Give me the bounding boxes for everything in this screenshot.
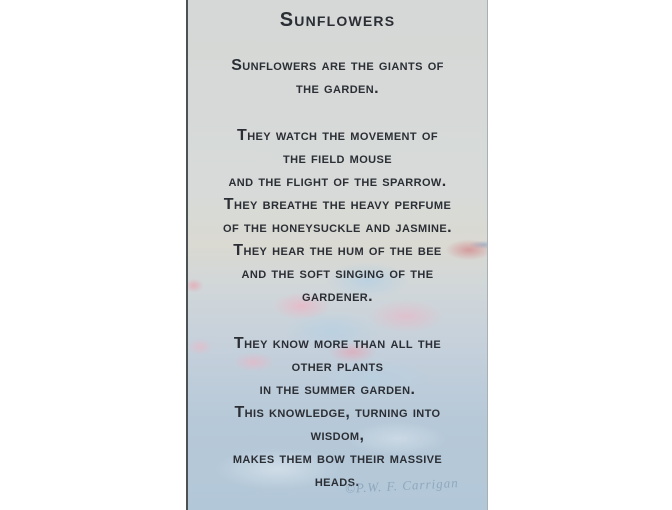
- poem-stanza: [188, 54, 487, 100]
- poem-line: They hear the hum of the bee: [233, 242, 442, 259]
- poem-line: the field mouse: [282, 150, 392, 167]
- poem-line: of the honeysuckle and jasmine.: [223, 219, 452, 236]
- poem-line: They know more than all the: [233, 335, 442, 352]
- poem-stanza: [188, 332, 487, 493]
- poem-stanza: [188, 124, 487, 308]
- poem-line: in the summer garden.: [259, 381, 416, 398]
- poem-body: [188, 54, 487, 493]
- poem-line: This knowledge, turning into: [234, 404, 441, 421]
- poem-line: and the soft singing of the: [241, 265, 434, 282]
- poem-line: the garden.: [296, 80, 379, 97]
- poem-line: and the flight of the sparrow.: [228, 173, 447, 190]
- artist-signature: ©P.W. F. Carrigan: [344, 475, 460, 496]
- poem-line: other plants: [291, 358, 384, 375]
- poem-title: Sunflowers: [279, 9, 396, 31]
- poem-line: Sunflowers are the giants of: [231, 57, 444, 74]
- poem-line: They watch the movement of: [237, 127, 438, 144]
- poem-line: makes them bow their massive: [232, 450, 443, 467]
- poem-card: [186, 0, 488, 510]
- poem-line: wisdom,: [310, 427, 365, 444]
- poem-line: heads.: [314, 473, 361, 490]
- poem-line: gardener.: [302, 288, 373, 305]
- poem-line: They breathe the heavy perfume: [223, 196, 452, 213]
